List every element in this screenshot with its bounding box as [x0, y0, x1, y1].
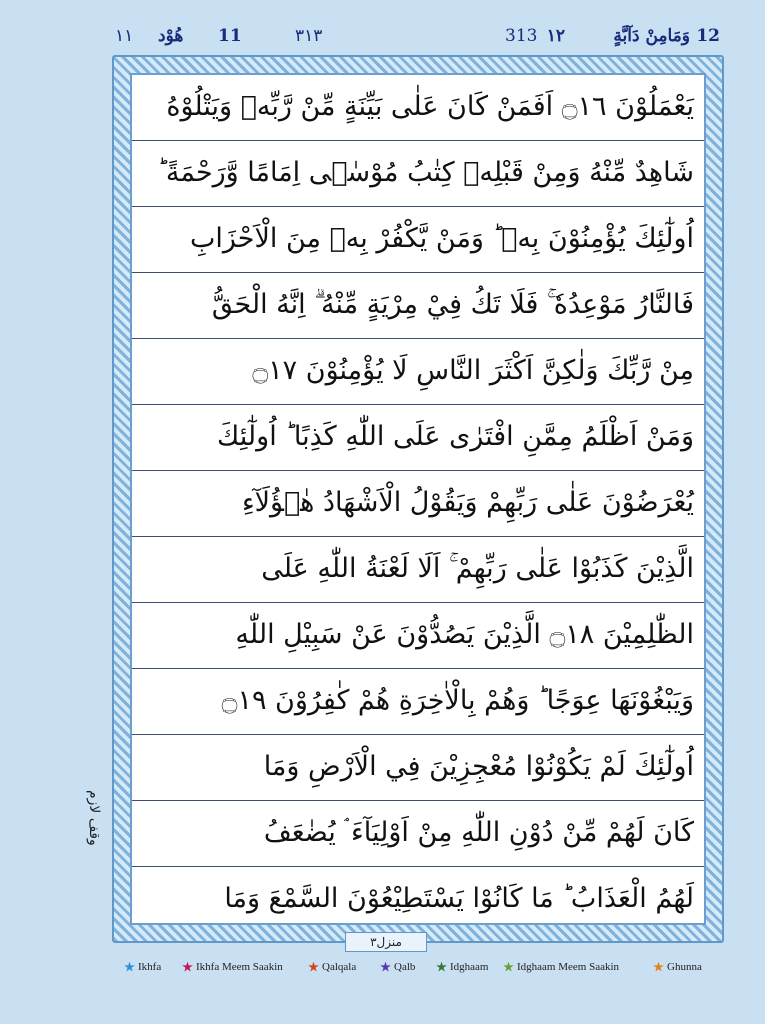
text-line-5: مِنْ رَّبِّكَ وَلٰكِنَّ اَكْثَرَ النَّاسِ لَا يُؤْمِنُوْنَ ۝١٧ — [132, 339, 704, 405]
legend-item-ikhfa-meem-saakin: Ikhfa Meem Saakin — [182, 961, 283, 973]
star-icon — [653, 962, 664, 973]
star-icon — [380, 962, 391, 973]
tajweed-legend — [118, 959, 728, 979]
star-icon — [182, 962, 193, 973]
legend-item-ikhfa: Ikhfa — [124, 961, 161, 973]
page-border-frame — [112, 55, 724, 943]
star-icon — [308, 962, 319, 973]
text-line-9: الظّٰلِمِيْنَ ۝١٨ الَّذِيْنَ يَصُدُّوْنَ عَنْ سَبِيْلِ اللّٰهِ — [132, 603, 704, 669]
juz-number-arabic: ١٢ — [546, 26, 565, 46]
star-icon — [503, 962, 514, 973]
juz-name: وَمَامِنْ دَآبَّةٍ — [613, 26, 690, 46]
star-icon — [124, 962, 135, 973]
manzil-label: منزل٣ — [345, 932, 427, 952]
legend-item-idghaam-meem-saakin: Idghaam Meem Saakin — [503, 961, 619, 973]
text-line-3: اُولٰٓئِكَ يُؤْمِنُوْنَ بِهٖ ؕ وَمَنْ يَّكْفُرْ بِهٖ مِنَ الْاَحْزَابِ — [132, 207, 704, 273]
page-number-english: 313 — [505, 26, 538, 46]
star-icon — [436, 962, 447, 973]
text-line-4: فَالنَّارُ مَوْعِدُهٗ ۚ فَلَا تَكُ فِيْ مِرْيَةٍ مِّنْهُ ۗ اِنَّهُ الْحَقُّ — [132, 273, 704, 339]
surah-number-arabic: ١١ — [115, 26, 134, 46]
legend-item-idghaam: Idghaam — [436, 961, 488, 973]
surah-number-english: 11 — [218, 26, 242, 46]
surah-name: هُوْد — [158, 26, 184, 46]
page-header — [110, 22, 720, 52]
legend-item-qalqala: Qalqala — [308, 961, 356, 973]
text-line-6: وَمَنْ اَظْلَمُ مِمَّنِ افْتَرٰى عَلَى اللّٰهِ كَذِبًا ؕ اُولٰٓئِكَ — [132, 405, 704, 471]
text-line-7: يُعْرَضُوْنَ عَلٰى رَبِّهِمْ وَيَقُوْلُ الْاَشْهَادُ هٰۤؤُلَآءِ — [132, 471, 704, 537]
text-line-11: اُولٰٓئِكَ لَمْ يَكُوْنُوْا مُعْجِزِيْنَ فِي الْاَرْضِ وَمَا — [132, 735, 704, 801]
text-line-13: لَهُمُ الْعَذَابُ ؕ مَا كَانُوْا يَسْتَطِيْعُوْنَ السَّمْعَ وَمَا — [224, 883, 694, 914]
legend-item-ghunna: Ghunna — [653, 961, 702, 973]
text-line-1: يَعْمَلُوْنَ ۝١٦ اَفَمَنْ كَانَ عَلٰى بَيِّنَةٍ مِّنْ رَّبِّهٖ وَيَتْلُوْهُ — [132, 75, 704, 141]
waqf-side-note: وقف لازم — [86, 790, 102, 846]
text-line-8: الَّذِيْنَ كَذَبُوْا عَلٰى رَبِّهِمْ ۚ اَلَا لَعْنَةُ اللّٰهِ عَلَى — [132, 537, 704, 603]
page-number-arabic: ٣١٣ — [295, 26, 323, 46]
text-line-12: كَانَ لَهُمْ مِّنْ دُوْنِ اللّٰهِ مِنْ اَوْلِيَآءَ ۘ يُضٰعَفُ — [132, 801, 704, 867]
text-area — [130, 73, 706, 925]
page-number-right: 12 — [696, 26, 720, 46]
text-line-2: شَاهِدٌ مِّنْهُ وَمِنْ قَبْلِهٖ كِتٰبُ مُوْسٰۤى اِمَامًا وَّرَحْمَةً ؕ — [132, 141, 704, 207]
text-line-10: وَيَبْغُوْنَهَا عِوَجًا ؕ وَهُمْ بِالْاٰخِرَةِ هُمْ كٰفِرُوْنَ ۝١٩ — [132, 669, 704, 735]
legend-item-qalb: Qalb — [380, 961, 415, 973]
